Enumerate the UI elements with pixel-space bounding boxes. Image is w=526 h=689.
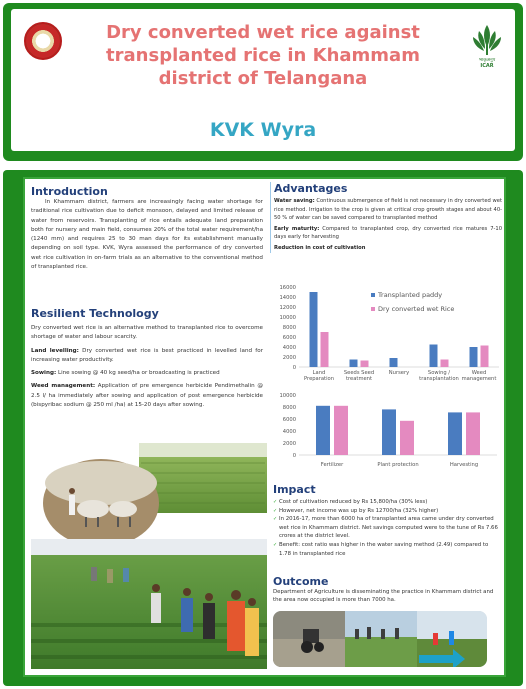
svg-text:भाकृअनुप: भाकृअनुप — [478, 58, 496, 63]
x-tick-label: transplantation — [419, 376, 459, 382]
bar — [448, 412, 462, 455]
sowing-text: Line sowing @ 40 kg seed/ha or broadcasting is practiced — [56, 370, 220, 377]
title-line: transplanted rice in Khammam — [106, 45, 420, 66]
impact-item: ✓ Benefit: cost ratio was higher in the water saving method (2.49) compared to 1.78 in transplanted rice — [273, 541, 501, 558]
bar — [316, 406, 330, 455]
x-tick-label: Seeds Seed — [343, 370, 375, 376]
introduction-text: In Khammam district, farmers are increasingly facing water shortage for traditional rice cultivation due to deficit monsoon, delayed and limited release of water from reservoirs. Transplanting of rice entails adequate land preparation both for nursery and main field, consumes 20% of the total water requirement/ha (1240 mm) and requires 25 to 30 man days for its establishment manually depending on soil type. KVK, Wyra assessed the performance of dry converted wet rice cultivation in on-farm trials as an alternative to the conventional method of transplanted rice. — [31, 199, 263, 271]
water-saving-body: Continuous submergence of field is not necessary in dry converted wet rice method. Irrigation to the crop is given at critical crop growth stages and about 40-50 % of water can be saved compared to transplanted method — [274, 198, 502, 222]
legend-label: Transplanted paddy — [378, 291, 443, 299]
y-tick-label: 8000 — [282, 325, 296, 331]
cost-chart-1 — [273, 281, 501, 385]
x-tick-label: Plant protection — [377, 462, 419, 468]
resilient-technology-section — [31, 307, 263, 410]
resilient-p1: Dry converted wet rice is an alternative method to transplanted rice to overcome shortage of water and labour scarcity. — [31, 325, 263, 341]
legend-swatch — [371, 307, 375, 311]
bar — [350, 360, 358, 368]
resilient-technology-heading: Resilient Technology — [31, 307, 159, 320]
early-maturity-text — [274, 225, 502, 242]
outcome-text: Department of Agriculture is disseminating the practice in Khammam district and the area now occupied is more than 7000 ha. — [273, 589, 494, 603]
resilient-p2 — [31, 347, 263, 366]
x-tick-label: Land — [312, 370, 326, 376]
y-tick-label: 4000 — [282, 429, 296, 435]
bar — [430, 345, 438, 368]
early-maturity-body: Compared to transplanted crop, dry converted rice matures 7-10 days early for harvesting — [274, 225, 502, 241]
y-tick-label: 10000 — [279, 393, 296, 399]
cost-reduction-label — [274, 244, 502, 253]
x-tick-label: treatment — [345, 376, 373, 382]
y-tick-label: 6000 — [282, 417, 296, 423]
advantages-section — [270, 182, 502, 253]
y-tick-label: 8000 — [282, 405, 296, 411]
outcome-section — [273, 575, 501, 604]
y-tick-label: 12000 — [279, 305, 296, 311]
bar — [334, 406, 348, 455]
bar — [400, 421, 414, 455]
y-tick-label: 0 — [292, 453, 296, 459]
early-maturity-label: Early maturity: — [274, 225, 320, 232]
x-tick-label: Weed — [471, 370, 487, 376]
advantages-heading: Advantages — [274, 182, 348, 195]
resilient-p3 — [31, 369, 263, 378]
x-tick-label: Fertilizer — [320, 462, 344, 468]
bar — [321, 332, 329, 367]
page-title — [81, 21, 445, 90]
bar — [310, 292, 318, 367]
introduction-section — [31, 185, 263, 272]
x-tick-label: Preparation — [304, 376, 334, 382]
sowing-label: Sowing: — [31, 370, 57, 377]
water-saving-label: Water saving: — [274, 198, 315, 204]
bar — [390, 358, 398, 367]
bar — [382, 409, 396, 455]
y-tick-label: 6000 — [282, 335, 296, 341]
header-panel — [11, 9, 515, 151]
cost-chart-2 — [273, 389, 501, 479]
resilient-p4 — [31, 382, 263, 410]
y-tick-label: 0 — [292, 365, 296, 371]
impact-item: ✓ Cost of cultivation reduced by Rs 15,800/ha (30% less) — [273, 498, 501, 507]
bar — [481, 346, 489, 368]
bar — [466, 412, 480, 455]
impact-item: ✓ However, net income was up by Rs 12700/ha (32% higher) — [273, 507, 501, 516]
bar — [470, 347, 478, 367]
y-tick-label: 2000 — [282, 355, 296, 361]
header-banner — [3, 3, 523, 161]
bar — [441, 360, 449, 368]
impact-item: ✓ In 2016-17, more than 6000 ha of transplanted area came under dry converted wet rice in Khammam district. Net savings computed were to the tune of Rs 7.66 crores at the district level. — [273, 515, 501, 541]
bar — [361, 361, 369, 368]
x-tick-label: Sowing / — [427, 370, 451, 376]
impact-list — [273, 498, 501, 558]
weed-management-text: Application of pre emergence herbicide Pendimethalin @ 2.5 l/ ha immediately after sowing and application of post emergence herbicide (bispyribac sodium @ 250 ml /ha) at 15-20 days after sowing. — [31, 383, 263, 409]
body-panel — [23, 177, 506, 677]
pjtsau-logo-icon — [24, 22, 62, 60]
impact-section — [273, 483, 501, 558]
impact-heading: Impact — [273, 483, 316, 496]
y-tick-label: 4000 — [282, 345, 296, 351]
cost-reduction-label-text: Reduction in cost of cultivation — [274, 244, 366, 251]
weed-management-label: Weed management: — [31, 383, 96, 390]
y-tick-label: 10000 — [279, 315, 296, 321]
field-photo-collage — [31, 443, 267, 669]
legend-label: Dry converted wet Rice — [378, 305, 455, 313]
title-line: Dry converted wet rice against — [106, 22, 420, 43]
outcome-photo-strip — [273, 611, 487, 667]
x-tick-label: Harvesting — [449, 462, 479, 468]
outcome-heading: Outcome — [273, 575, 329, 588]
body-frame — [3, 170, 523, 686]
icar-logo-icon — [469, 23, 505, 69]
y-tick-label: 14000 — [279, 295, 296, 301]
x-tick-label: Nursery — [388, 370, 410, 376]
svg-text:ICAR: ICAR — [480, 63, 494, 69]
y-tick-label: 2000 — [282, 441, 296, 447]
legend-swatch — [371, 293, 375, 297]
water-saving-text — [274, 197, 502, 223]
title-line: district of Telangana — [158, 68, 368, 89]
x-tick-label: management — [461, 376, 497, 382]
introduction-heading: Introduction — [31, 185, 108, 198]
land-levelling-label: Land levelling: — [31, 347, 79, 354]
page-subtitle: KVK Wyra — [209, 119, 317, 141]
y-tick-label: 16000 — [279, 285, 296, 291]
land-levelling-text: Dry converted wet rice is best practiced in levelled land for increasing water productivity. — [31, 347, 263, 363]
